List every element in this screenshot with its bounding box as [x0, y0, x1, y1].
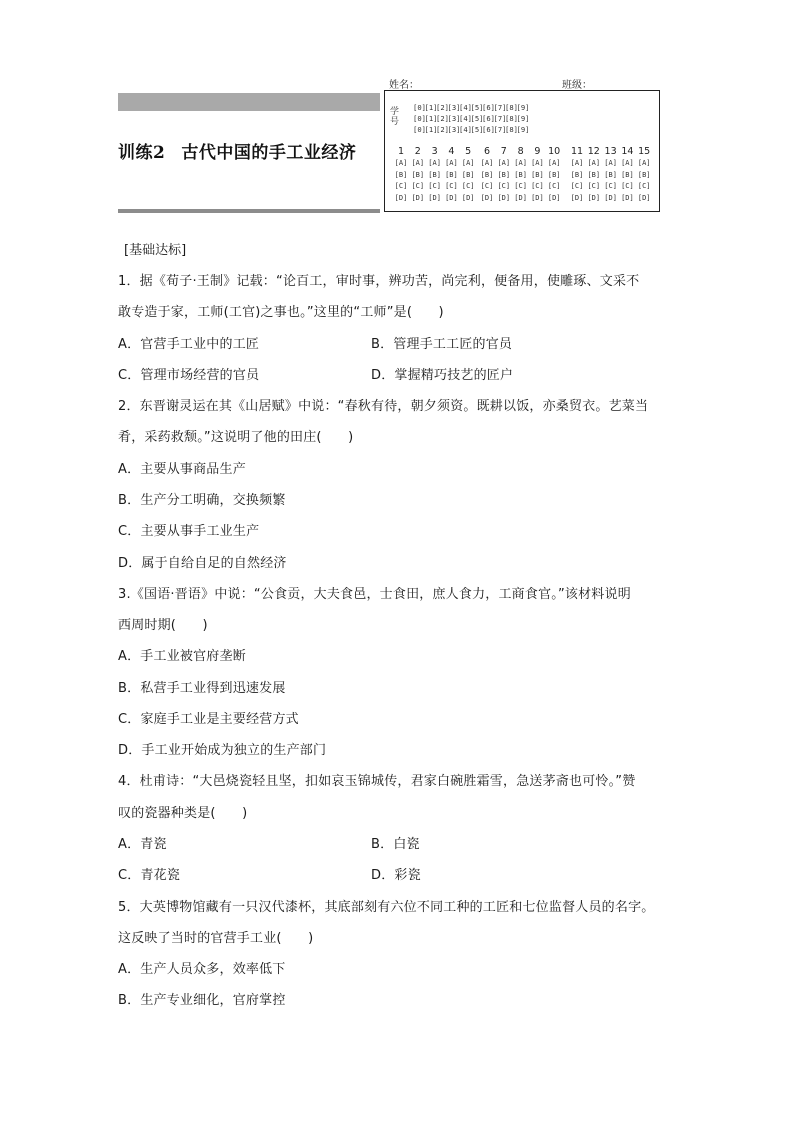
- answer-bubbles[interactable]: [385, 158, 659, 208]
- student-id-row: [413, 124, 528, 135]
- student-id-label: 学号: [390, 107, 400, 127]
- question-5-line-2: 这反映了当时的官营手工业( ): [118, 931, 314, 946]
- answer-bubble[interactable]: [D]: [587, 193, 601, 202]
- answer-bubble[interactable]: [B]: [637, 170, 651, 179]
- answer-column: [513, 158, 529, 204]
- student-id-bubble[interactable]: [3]: [447, 114, 461, 123]
- q3-option-c: C．家庭手工业是主要经营方式: [118, 712, 299, 727]
- q5-option-a: A．生产人员众多，效率低下: [118, 962, 286, 977]
- answer-bubble[interactable]: [B]: [480, 170, 494, 179]
- question-number: 14: [621, 146, 634, 157]
- answer-bubble[interactable]: [D]: [570, 193, 584, 202]
- answer-bubble[interactable]: [C]: [604, 182, 617, 190]
- student-id-bubble[interactable]: [2]: [436, 103, 449, 112]
- student-id-bubble[interactable]: [8]: [505, 114, 518, 123]
- answer-bubble[interactable]: [B]: [411, 170, 425, 179]
- answer-bubble[interactable]: [B]: [587, 170, 601, 179]
- answer-bubble[interactable]: [A]: [570, 159, 584, 167]
- question-number: 8: [517, 146, 524, 157]
- answer-bubble[interactable]: [A]: [461, 159, 475, 167]
- answer-bubble[interactable]: [B]: [604, 170, 617, 179]
- q1-option-b: B．管理手工工匠的官员: [371, 337, 513, 352]
- answer-bubble[interactable]: [A]: [411, 159, 425, 167]
- question-3-line-2: 西周时期( ): [118, 618, 208, 633]
- answer-bubble[interactable]: [D]: [514, 193, 527, 202]
- answer-bubble[interactable]: [D]: [461, 193, 475, 202]
- question-5-line-1: 5．大英博物馆藏有一只汉代漆杯，其底部刻有六位不同工种的工匠和七位监督人员的名字。: [118, 900, 655, 915]
- answer-bubble[interactable]: [C]: [428, 182, 441, 190]
- answer-bubble[interactable]: [B]: [394, 170, 408, 179]
- question-2-line-1: 2．东晋谢灵运在其《山居赋》中说：“春秋有待，朝夕须资。既耕以饭，亦桑贸衣。艺菜当: [118, 399, 649, 414]
- answer-bubble[interactable]: [A]: [587, 159, 601, 167]
- answer-bubble[interactable]: [D]: [604, 193, 617, 202]
- question-number: 10: [548, 146, 561, 157]
- q3-option-d: D．手工业开始成为独立的生产部门: [118, 743, 327, 758]
- question-number: 5: [465, 146, 472, 157]
- question-2-line-2: 肴，采药救颓。”这说明了他的田庄( ): [118, 430, 354, 445]
- q2-option-d: D．属于自给自足的自然经济: [118, 556, 287, 571]
- answer-bubble[interactable]: [A]: [604, 159, 617, 167]
- answer-bubble[interactable]: [D]: [547, 193, 561, 202]
- answer-column: [586, 158, 602, 204]
- class-field[interactable]: [562, 76, 652, 91]
- answer-bubble[interactable]: [C]: [514, 182, 527, 190]
- answer-bubble[interactable]: [A]: [445, 159, 458, 167]
- answer-bubble[interactable]: [B]: [547, 170, 561, 179]
- student-id-bubble[interactable]: [7]: [493, 125, 507, 134]
- page-title: [118, 138, 356, 163]
- answer-bubble[interactable]: [A]: [497, 159, 511, 167]
- answer-bubble[interactable]: [A]: [428, 159, 441, 167]
- q1-option-c: C．管理市场经营的官员: [118, 368, 260, 383]
- answer-bubble[interactable]: [A]: [394, 159, 408, 167]
- student-id-bubble[interactable]: [0]: [413, 125, 426, 134]
- question-number: 2: [414, 146, 421, 157]
- answer-column: [460, 158, 476, 204]
- student-id-bubble[interactable]: [4]: [459, 114, 472, 123]
- q2-option-a: A．主要从事商品生产: [118, 462, 246, 477]
- answer-bubble[interactable]: [A]: [514, 159, 527, 167]
- answer-column: [479, 158, 495, 204]
- student-id-bubble[interactable]: [9]: [516, 125, 530, 134]
- question-number: 11: [570, 146, 584, 157]
- answer-column: [603, 158, 619, 204]
- answer-bubble[interactable]: [A]: [621, 159, 634, 167]
- answer-bubble[interactable]: [A]: [547, 159, 561, 167]
- answer-column: [569, 158, 585, 204]
- student-id-bubble[interactable]: [8]: [505, 103, 518, 112]
- answer-bubble[interactable]: [A]: [637, 159, 651, 167]
- student-id-row: [413, 113, 528, 124]
- student-id-bubble[interactable]: [9]: [516, 114, 530, 123]
- answer-bubble[interactable]: [B]: [531, 170, 544, 179]
- answer-bubble[interactable]: [C]: [411, 182, 425, 190]
- question-number: 9: [534, 146, 541, 157]
- q2-option-c: C．主要从事手工业生产: [118, 524, 260, 539]
- student-id-grid[interactable]: [413, 102, 528, 135]
- answer-bubble[interactable]: [B]: [428, 170, 441, 179]
- student-id-bubble[interactable]: [3]: [447, 103, 461, 112]
- title-text: 古代中国的手工业经济: [181, 143, 357, 163]
- answer-column: [410, 158, 426, 204]
- answer-column: [496, 158, 512, 204]
- answer-bubble[interactable]: [A]: [480, 159, 494, 167]
- answer-bubble[interactable]: [C]: [445, 182, 458, 190]
- student-id-bubble[interactable]: [6]: [482, 103, 495, 112]
- answer-bubble[interactable]: [C]: [570, 182, 584, 190]
- q5-option-b: B．生产专业细化，官府掌控: [118, 993, 286, 1008]
- answer-bubble[interactable]: [B]: [514, 170, 527, 179]
- answer-bubble[interactable]: [D]: [411, 193, 425, 202]
- class-label: 班级：: [562, 80, 592, 91]
- answer-bubble[interactable]: [B]: [445, 170, 458, 179]
- student-id-row: [413, 102, 528, 113]
- answer-bubble[interactable]: [D]: [428, 193, 441, 202]
- q4-option-d: D．彩瓷: [371, 868, 421, 883]
- answer-bubble[interactable]: [C]: [394, 182, 408, 190]
- answer-column: [393, 158, 409, 204]
- student-id-bubble[interactable]: [4]: [459, 103, 472, 112]
- student-id-bubble[interactable]: [1]: [424, 125, 438, 134]
- answer-bubble[interactable]: [B]: [570, 170, 584, 179]
- student-id-bubble[interactable]: [5]: [470, 103, 484, 112]
- title-number: 训练2: [118, 143, 166, 163]
- student-id-bubble[interactable]: [7]: [493, 114, 507, 123]
- answer-card: [384, 90, 660, 212]
- q3-option-a: A．手工业被官府垄断: [118, 649, 246, 664]
- answer-bubble[interactable]: [C]: [497, 182, 511, 190]
- q1-option-d: D．掌握精巧技艺的匠户: [371, 368, 514, 383]
- student-id-bubble[interactable]: [5]: [470, 125, 484, 134]
- question-number: 4: [448, 146, 455, 157]
- question-1-line-1: 1．据《荀子·王制》记载：“论百工，审时事，辨功苦，尚完利，便备用，使雕琢、文采不: [118, 274, 640, 289]
- answer-bubble[interactable]: [C]: [480, 182, 494, 190]
- student-id-bubble[interactable]: [5]: [470, 114, 484, 123]
- answer-bubble[interactable]: [C]: [461, 182, 475, 190]
- answer-bubble[interactable]: [B]: [461, 170, 475, 179]
- answer-bubble[interactable]: [D]: [531, 193, 544, 202]
- question-number: 3: [431, 146, 438, 157]
- question-number: 6: [483, 146, 491, 157]
- student-id-bubble[interactable]: [7]: [493, 103, 507, 112]
- student-id-bubble[interactable]: [3]: [447, 125, 461, 134]
- name-label: 姓名：: [389, 80, 419, 91]
- q2-option-b: B．生产分工明确，交换频繁: [118, 493, 286, 508]
- answer-bubble[interactable]: [C]: [637, 182, 651, 190]
- answer-column: [443, 158, 459, 204]
- answer-bubble[interactable]: [D]: [497, 193, 511, 202]
- answer-bubble[interactable]: [B]: [497, 170, 511, 179]
- question-4-line-1: 4．杜甫诗：“大邑烧瓷轻且坚，扣如哀玉锦城传，君家白碗胜霜雪，急送茅斋也可怜。”赞: [118, 774, 636, 789]
- q4-option-b: B．白瓷: [371, 837, 420, 852]
- answer-column: [546, 158, 562, 204]
- answer-column: [427, 158, 443, 204]
- student-id-bubble[interactable]: [4]: [459, 125, 472, 134]
- question-number: 1: [397, 146, 405, 157]
- answer-bubble[interactable]: [A]: [531, 159, 544, 167]
- answer-bubble[interactable]: [D]: [480, 193, 494, 202]
- answer-column: [636, 158, 652, 204]
- section-label: [基础达标]: [124, 243, 187, 258]
- student-id-bubble[interactable]: [6]: [482, 125, 495, 134]
- answer-bubble[interactable]: [D]: [637, 193, 651, 202]
- q1-option-a: A．官营手工业中的工匠: [118, 337, 260, 352]
- answer-bubble[interactable]: [D]: [394, 193, 408, 202]
- q3-option-b: B．私营手工业得到迅速发展: [118, 681, 286, 696]
- question-number: 7: [500, 146, 507, 157]
- title-bar-bottom: [118, 209, 380, 213]
- answer-bubble[interactable]: [C]: [531, 182, 544, 190]
- question-number: 13: [604, 146, 617, 157]
- answer-bubble[interactable]: [D]: [621, 193, 634, 202]
- answer-bubble[interactable]: [C]: [547, 182, 561, 190]
- student-id-bubble[interactable]: [9]: [516, 103, 530, 112]
- question-number: 12: [587, 146, 600, 157]
- name-field[interactable]: [389, 76, 477, 91]
- student-id-bubble[interactable]: [1]: [424, 114, 438, 123]
- answer-bubble[interactable]: [C]: [587, 182, 601, 190]
- question-1-line-2: 敢专造于家，工师(工官)之事也。”这里的“工师”是( ): [118, 305, 444, 320]
- q4-option-c: C．青花瓷: [118, 868, 181, 883]
- question-3-line-1: 3.《国语·晋语》中说：“公食贡，大夫食邑，士食田，庶人食力，工商食官。”该材料说明: [118, 587, 631, 602]
- student-id-bubble[interactable]: [8]: [505, 125, 518, 134]
- question-number-row: [385, 146, 659, 158]
- student-id-bubble[interactable]: [2]: [436, 125, 449, 134]
- question-number: 15: [638, 146, 651, 157]
- question-4-line-2: 叹的瓷器种类是( ): [118, 806, 248, 821]
- answer-column: [619, 158, 635, 204]
- answer-column: [529, 158, 545, 204]
- student-id-bubble[interactable]: [6]: [482, 114, 495, 123]
- student-id-bubble[interactable]: [0]: [413, 103, 426, 112]
- answer-bubble[interactable]: [B]: [621, 170, 634, 179]
- title-bar-top: [118, 93, 380, 111]
- student-id-bubble[interactable]: [1]: [424, 103, 438, 112]
- student-id-bubble[interactable]: [0]: [413, 114, 426, 123]
- student-id-bubble[interactable]: [2]: [436, 114, 449, 123]
- answer-bubble[interactable]: [C]: [621, 182, 634, 190]
- q4-option-a: A．青瓷: [118, 837, 167, 852]
- answer-bubble[interactable]: [D]: [445, 193, 458, 202]
